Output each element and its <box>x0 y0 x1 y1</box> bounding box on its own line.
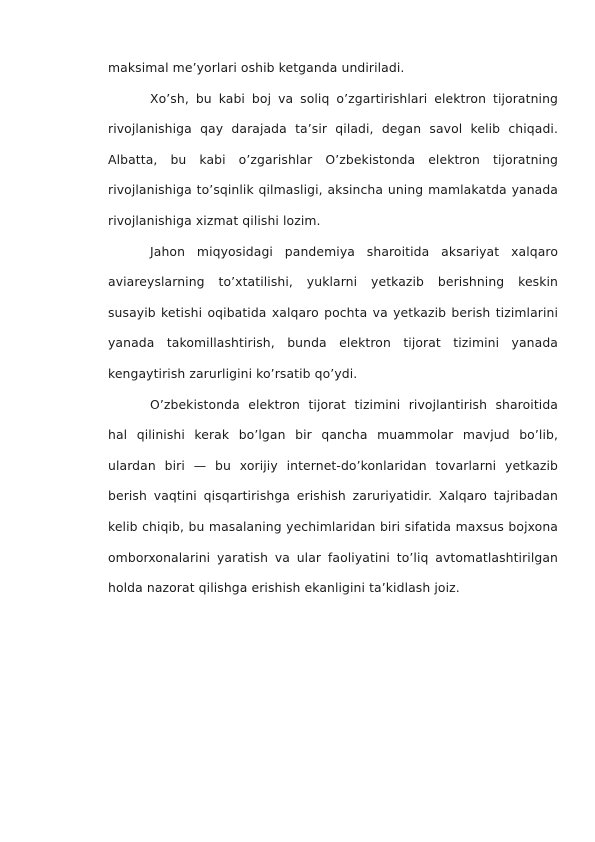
paragraph-problems: O’zbekistonda elektron tijorat tizimini rivojlantirish sharoitida hal qilinishi kerak bo’lgan bir qancha muammolar mavjud bo’lib, ulardan biri — bu xorijiy internet-do’konlaridan tovarlarni yetkazib berish vaqtini qisqartirishga erishish zaruriyatidir. Xalqaro tajribadan kelib chiqib, bu masalaning yechimlaridan biri sifatida maxsus bojxona omborxonalarini yaratish va ular faoliyatini to’liq avtomatlashtirilgan holda nazorat qilishga erishish ekanligini ta’kidlash joiz. <box>108 396 558 596</box>
paragraph-tax-changes: Xo’sh, bu kabi boj va soliq o’zgartirishlari elektron tijoratning rivojlanishiga qay darajada ta’sir qiladi, degan savol kelib chiqadi. Albatta, bu kabi o’zgarishlar O’zbekistonda elektron tijoratning rivojlanishiga to’sqinlik qilmasligi, aksincha uning mamlakatda yanada rivojlanishiga xizmat qilishi lozim. <box>108 90 558 228</box>
document-page <box>108 53 558 604</box>
paragraph-continuation: maksimal me’yorlari oshib ketganda undiriladi. <box>108 60 405 75</box>
paragraph-pandemic: Jahon miqyosidagi pandemiya sharoitida aksariyat xalqaro aviareyslarning to’xtatilishi, yuklarni yetkazib berishning keskin susayib ketishi oqibatida xalqaro pochta va yetkazib berish tizimlarini yanada takomillashtirish, bunda elektron tijorat tizimini yanada kengaytirish zarurligini ko’rsatib qo’ydi. <box>108 243 558 381</box>
